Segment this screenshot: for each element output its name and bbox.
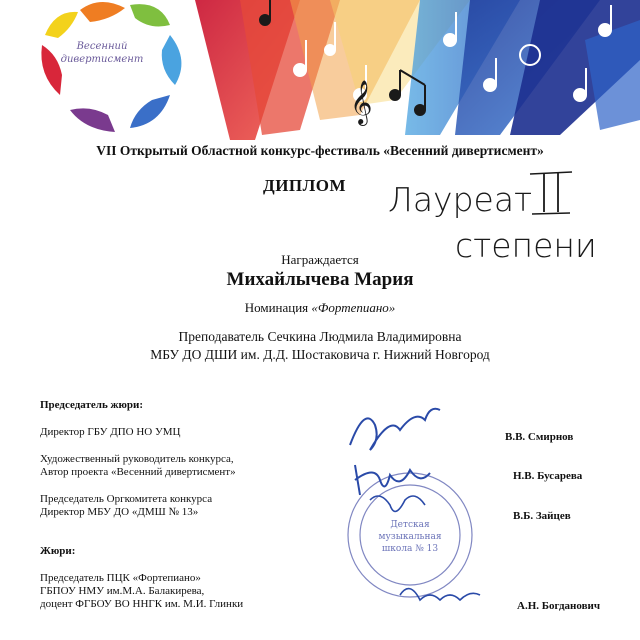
- laureate-handwritten: Лауреат: [388, 180, 533, 219]
- logo-line-2: дивертисмент: [60, 54, 144, 65]
- official-3-line-1: Председатель Оргкомитета конкурса: [40, 493, 213, 505]
- official-2-name: Н.В. Бусарева: [513, 470, 583, 482]
- jury-header: Жюри:: [40, 545, 76, 557]
- official-3-line-2: Директор МБУ ДО «ДМШ № 13»: [40, 506, 199, 518]
- jury-member-1-line-3: доцент ФГБОУ ВО ННГК им. М.И. Глинки: [40, 598, 244, 610]
- nomination-line: [0, 300, 640, 316]
- jury-member-1-line-2: ГБПОУ НМУ им.М.А. Балакирева,: [40, 585, 205, 597]
- official-2-title: [40, 453, 236, 479]
- signature-3: [370, 496, 425, 511]
- official-2-line-2: Автор проекта «Весенний дивертисмент»: [40, 466, 236, 478]
- stamp-line-1: Детская: [390, 520, 430, 530]
- signature-1: [350, 409, 440, 450]
- logo-line-1: Весенний: [76, 41, 128, 52]
- school-line: МБУ ДО ДШИ им. Д.Д. Шостаковича г. Нижний Новгород: [150, 347, 490, 362]
- official-3-name: В.Б. Зайцев: [513, 510, 571, 522]
- jury-chair-header: Председатель жюри:: [40, 399, 144, 411]
- signature-4: [400, 589, 480, 600]
- logo-text: [52, 40, 152, 66]
- degree-roman-numeral: [520, 168, 580, 218]
- jury-member-1-title: [40, 572, 243, 611]
- signatures-and-stamp: [330, 395, 500, 640]
- official-1-title: [40, 426, 181, 439]
- nomination-prefix: Номинация: [244, 300, 309, 315]
- teacher-line: Преподаватель Сечкина Людмила Владимировна: [178, 329, 462, 344]
- awarded-label: Награждается: [281, 252, 359, 267]
- festival-title: VII Открытый Областной конкурс-фестиваль «Весенний дивертисмент»: [96, 143, 544, 158]
- diploma-heading: ДИПЛОМ: [263, 176, 347, 195]
- jury-member-1-name: А.Н. Богданович: [517, 600, 601, 612]
- degree-handwritten: степени: [455, 226, 597, 265]
- official-2-line-1: Художественный руководитель конкурса,: [40, 453, 234, 465]
- awardee-name: Михайлычева Мария: [226, 269, 414, 290]
- stamp-line-2: музыкальная: [378, 532, 442, 542]
- official-3-title: [40, 493, 212, 519]
- jury-member-1-line-1: Председатель ПЦК «Фортепиано»: [40, 572, 201, 584]
- header-music-banner: [0, 0, 640, 150]
- official-1-line-1: Директор ГБУ ДПО НО УМЦ: [40, 426, 181, 438]
- svg-text:𝄞: 𝄞: [350, 80, 373, 124]
- nomination-value: «Фортепиано»: [311, 300, 396, 315]
- stamp-line-3: школа № 13: [381, 544, 439, 554]
- official-1-name: В.В. Смирнов: [505, 431, 574, 443]
